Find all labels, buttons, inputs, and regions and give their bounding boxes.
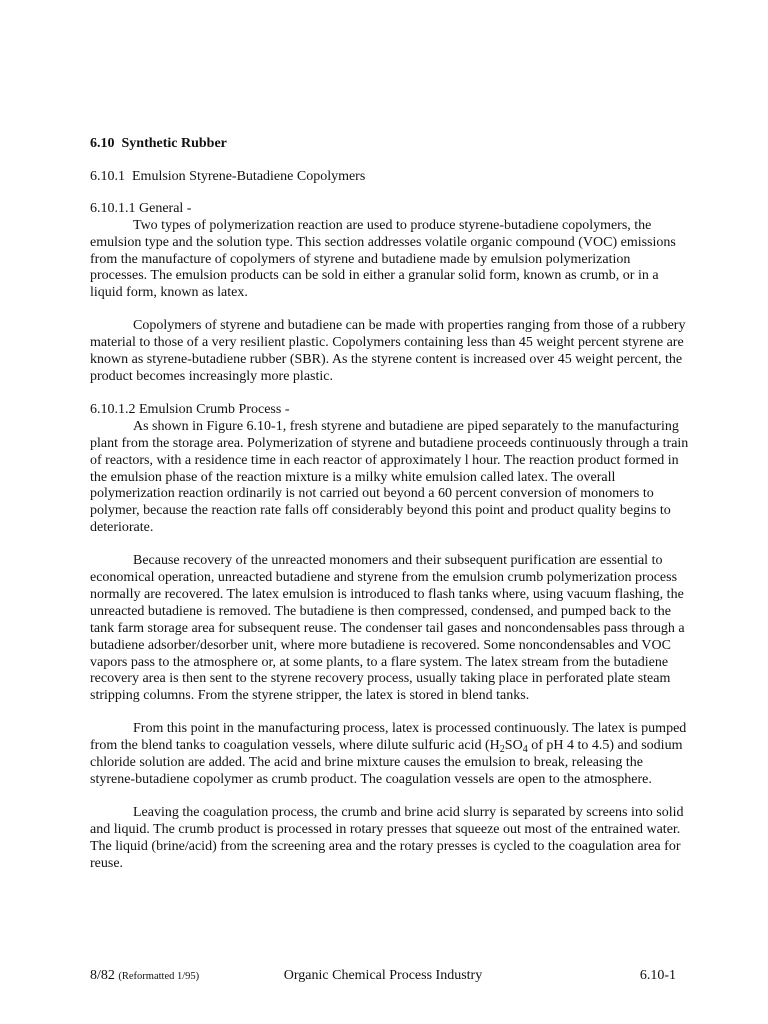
section-heading [90,136,690,153]
acid-text-so: SO [504,738,523,754]
subsection-number: 6.10.1 [90,168,125,184]
acid-subscript-2: 2 [499,744,505,756]
footer-page-number: 6.10-1 [639,968,676,983]
document-body [90,136,690,889]
subsection-heading [90,169,690,186]
crumb-paragraph-1: As shown in Figure 6.10-1, fresh styrene and butadiene are piped separately to the manufacturing plant from the storage area. Polymerization of styrene and butadiene proceeds continuously through a train of reactors, with a residence time in each reactor of approximately l hour. The reaction product formed in the emulsion phase of the reaction mixture is a milky white emulsion called latex. The overall polymerization reaction ordinarily is not carried out beyond a 60 percent conversion of monomers to polymer, because the reaction rate falls off considerably beyond this point and product quality begins to deteriorate. [90,418,689,536]
general-heading: 6.10.1.1 General - [90,200,192,216]
page-footer [90,968,676,986]
acid-subscript-4: 4 [522,744,528,756]
footer-reformatted: (Reformatted 1/95) [118,971,200,982]
acid-text-before: From this point in the manufacturing process, latex is processed continuously. The latex is pumped from the blend tanks to coagulation vessels, where dilute sulfuric acid (H [90,721,687,754]
section-number: 6.10 [90,136,115,151]
crumb-paragraph-3 [90,721,690,789]
section-title: Synthetic Rubber [121,136,227,151]
acid-text-after: of pH 4 to 4.5) and sodium chloride solution are added. The acid and brine mixture causes the emulsion to break, releasing the styrene-butadiene copolymer as crumb product. The coagulation vessels are open to the atmosphere. [90,738,683,787]
subsection-title: Emulsion Styrene-Butadiene Copolymers [132,168,366,184]
general-paragraph-1: Two types of polymerization reaction are used to produce styrene-butadiene copolymers, the emulsion type and the solution type. This section addresses volatile organic compound (VOC) emissions from the manufacture of copolymers of styrene and butadiene made by emulsion polymerization processes. The emulsion products can be sold in either a granular solid form, known as crumb, or in a liquid form, known as latex. [90,217,676,301]
crumb-paragraph-4: Leaving the coagulation process, the crumb and brine acid slurry is separated by screens into solid and liquid. The crumb product is processed in rotary presses that squeeze out most of the entrained water. The liquid (brine/acid) from the screening area and the rotary presses is cycled to the coagulation area for reuse. [90,804,684,871]
footer-date-text: 8/82 [90,968,115,983]
footer-title: Organic Chemical Process Industry [283,968,483,983]
crumb-paragraph-2: Because recovery of the unreacted monomers and their subsequent purification are essential to economical operation, unreacted butadiene and styrene from the emulsion crumb polymerization process normally are recovered. The latex emulsion is introduced to flash tanks where, using vacuum flashing, the unreacted butadiene is removed. The butadiene is then compressed, condensed, and pumped back to the tank farm storage area for subsequent reuse. The condenser tail gases and noncondensables pass through a butadiene adsorber/desorber unit, where more butadiene is recovered. Some noncondensables and VOC vapors pass to the atmosphere or, at some plants, to a flare system. The latex stream from the butadiene recovery area is then sent to the styrene recovery process, usually taking place in perforated plate steam stripping columns. From the styrene stripper, the latex is stored in blend tanks. [90,553,685,704]
general-paragraph-2: Copolymers of styrene and butadiene can be made with properties ranging from those of a rubbery material to those of a very resilient plastic. Copolymers containing less than 45 weight percent styrene are known as styrene-butadiene rubber (SBR). As the styrene content is increased over 45 weight percent, the product becomes increasingly more plastic. [90,318,686,384]
crumb-process-heading: 6.10.1.2 Emulsion Crumb Process - [90,401,290,417]
